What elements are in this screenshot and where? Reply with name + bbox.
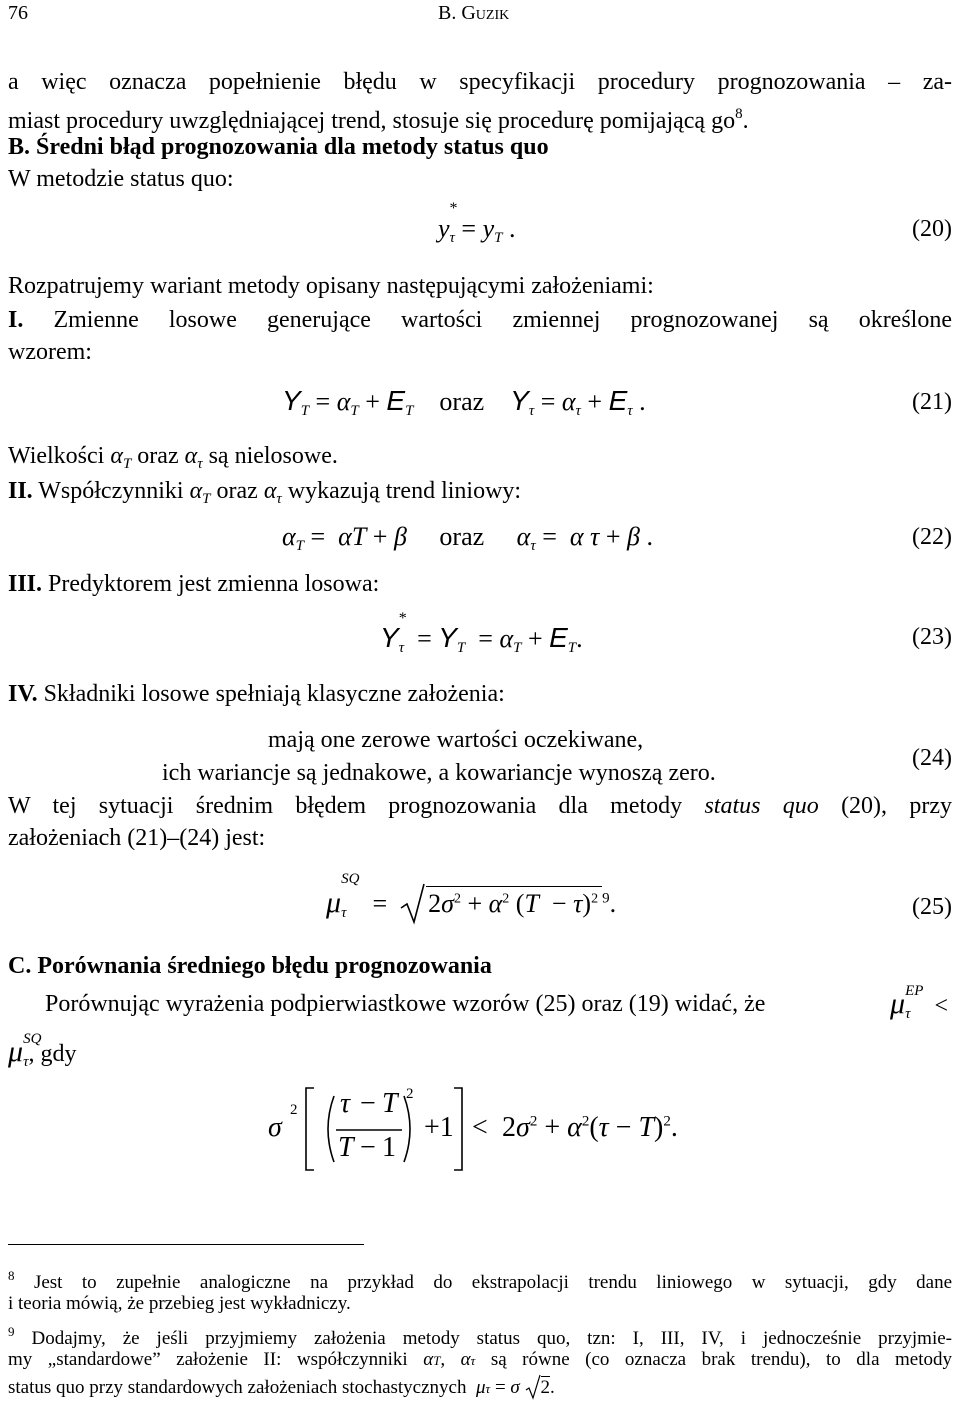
- assumption-number: III.: [8, 571, 43, 597]
- paragraph-text: Predyktorem jest zmienna losowa:: [42, 571, 380, 597]
- footnote-text: Jest to zupełnie analogiczne na przykład do ekstrapolacji trendu liniowego w sytuacji, gdy dane: [14, 1272, 952, 1293]
- paragraph-line: a więc oznacza popełnienie błędu w specyfikacji procedury prognozowania – za-: [8, 69, 952, 95]
- paragraph-line: założeniach (21)–(24) jest:: [8, 825, 266, 851]
- paragraph-line: μ SQ $_\tau$, gdy: [8, 1031, 77, 1070]
- paragraph-line: W metodzie status quo:: [8, 166, 234, 192]
- equation-20: y * $_\tau = y_T$ .: [438, 200, 516, 246]
- section-heading: C. Porównania średniego błędu prognozowania: [8, 953, 492, 979]
- paragraph-text: .: [742, 108, 749, 134]
- paragraph-text: W tej sytuacji średnim błędem prognozowania dla metody: [8, 793, 683, 819]
- footnote-number: 9: [8, 1324, 15, 1339]
- equation-21: $Y_T = \alpha_T + E_T$ oraz $Y_\tau = \alpha_\tau + E_\tau$ .: [282, 385, 646, 419]
- paragraph-text: , gdy: [28, 1041, 77, 1067]
- equation-number: (20): [912, 216, 952, 242]
- section-heading: B. Średni błąd prognozowania dla metody status quo: [8, 134, 549, 160]
- paragraph-line: Wielkości $\alpha_T$ oraz $\alpha_\tau$ są nielosowe.: [8, 443, 338, 472]
- footnote-text: są równe (co oznacza brak trendu), to dla metody: [490, 1349, 953, 1370]
- equation-word: oraz: [439, 387, 485, 416]
- equation-25: μ SQ $_\tau$ = $2\sigma^2 + \alpha^2$ $(T - \tau)^2$ $^9$.: [326, 882, 616, 932]
- equation-number: (23): [912, 624, 952, 650]
- paragraph-line: [8, 304, 952, 336]
- paragraph-line: [8, 790, 952, 822]
- equation-24-line1: mają one zerowe wartości oczekiwane,: [268, 727, 644, 753]
- footnote-number: 8: [8, 1268, 15, 1283]
- footnote-ref: 8: [735, 106, 743, 122]
- paragraph-text: wykazują trend liniowy:: [287, 478, 522, 504]
- equation-23: Y * $_\tau = Y_T = \alpha_T + E_T$.: [380, 610, 583, 656]
- paragraph-text: oraz: [137, 443, 179, 469]
- assumption-number: II.: [8, 478, 33, 504]
- footnote: status quo przy standardowych założeniach stochastycznych μτ = σ 2.: [8, 1374, 952, 1403]
- paragraph-text: są nielosowe.: [208, 443, 338, 469]
- equation-word: oraz: [439, 522, 485, 551]
- paragraph-text: Współczynniki: [32, 478, 184, 504]
- assumption-number: IV.: [8, 681, 38, 707]
- footnote: i teoria mówią, że przebieg jest wykładniczy.: [8, 1293, 351, 1314]
- equation-number: (24): [912, 745, 952, 771]
- footnote-text: status quo przy standardowych założeniach stochastycznych: [8, 1377, 467, 1398]
- running-title: B. Guzik: [438, 2, 510, 24]
- paragraph-line: [8, 568, 952, 600]
- footnote-ref: 9: [602, 890, 610, 907]
- footnote-text: my „standardowe” założenie II: współczynniki: [8, 1349, 408, 1370]
- paragraph-text: <: [934, 993, 948, 1019]
- paragraph-line: wzorem:: [8, 339, 92, 365]
- paragraph-text: miast procedury uwzględniającej trend, stosuje się procedurę pomijającą go: [8, 108, 736, 134]
- footnote-separator: [8, 1244, 364, 1245]
- paragraph-line: Rozpatrujemy wariant metody opisany następującymi założeniami:: [8, 273, 654, 299]
- assumption-number: I.: [8, 307, 24, 333]
- paragraph-text: status quo: [704, 793, 819, 819]
- paragraph-text: Składniki losowe spełniają klasyczne założenia:: [37, 681, 505, 707]
- sqrt-icon: [525, 1374, 541, 1400]
- equation-number: (21): [912, 389, 952, 415]
- equation-number: (25): [912, 894, 952, 920]
- page-number: 76: [8, 2, 28, 24]
- paragraph-line: II. Współczynniki $\alpha_T$ oraz $\alpha_\tau$ wykazują trend liniowy:: [8, 478, 522, 507]
- sqrt-icon: [400, 882, 426, 926]
- paragraph-line: [8, 678, 952, 710]
- footnote-text: Dodajmy, że jeśli przyjmiemy założenia metody status quo, tzn: I, III, IV, i jednocześnie przyjmie-: [14, 1328, 952, 1349]
- equation-22: $\alpha_T = \alpha T + \beta$ oraz $\alpha_\tau = \alpha$ τ + β .: [282, 522, 653, 554]
- equation-24-line2: ich wariancje są jednakowe, a kowariancje wynoszą zero.: [162, 760, 716, 786]
- paragraph-text: Zmienne losowe generujące wartości zmiennej prognozowanej są określone: [23, 307, 952, 333]
- paragraph-text: Porównując wyrażenia podpierwiastkowe wzorów (25) oraz (19) widać, że: [45, 991, 766, 1017]
- equation-number: (22): [912, 524, 952, 550]
- footnote: my „standardowe” założenie II: współczynniki αT, ατ są równe (co oznacza brak trendu), to dla metody: [8, 1349, 953, 1370]
- paragraph-text: oraz: [216, 478, 258, 504]
- paragraph-text: Wielkości: [8, 443, 105, 469]
- paragraph-text: (20), przy: [841, 793, 952, 819]
- paragraph-line: Porównując wyrażenia podpierwiastkowe wzorów (25) oraz (19) widać, że μ EP $_\tau$ <: [45, 983, 948, 1022]
